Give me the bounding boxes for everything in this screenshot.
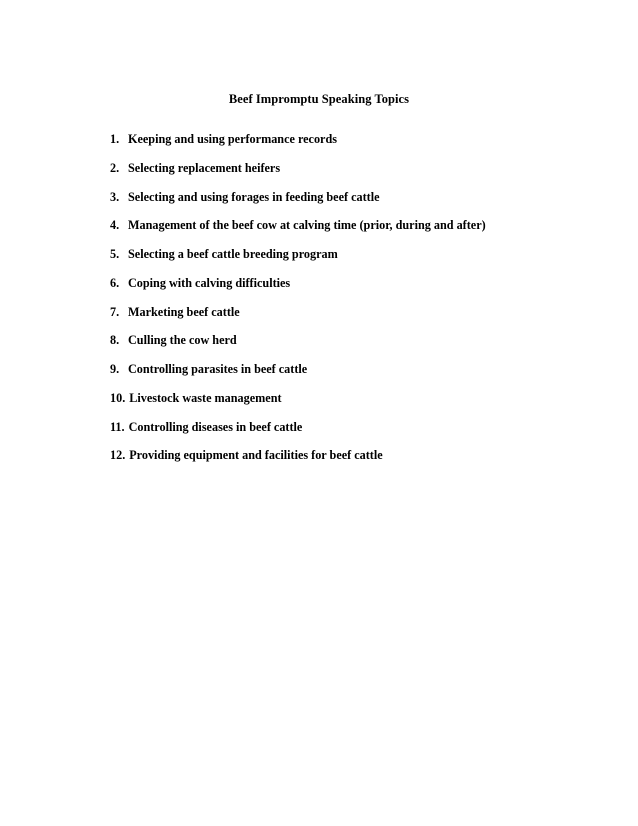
topic-item bbox=[110, 361, 486, 390]
topic-text: Culling the cow herd bbox=[128, 333, 237, 348]
topic-item bbox=[110, 160, 486, 189]
topic-number: 3. bbox=[110, 189, 120, 204]
topic-text: Keeping and using performance records bbox=[128, 132, 337, 146]
topic-text: Livestock waste management bbox=[129, 390, 282, 405]
topic-text: Selecting and using forages in feeding beef cattle bbox=[128, 189, 380, 204]
topic-number: 5. bbox=[110, 247, 120, 261]
topic-text: Providing equipment and facilities for beef cattle bbox=[129, 448, 383, 463]
topic-number: 11. bbox=[110, 419, 125, 434]
topic-text: Selecting a beef cattle breeding program bbox=[128, 247, 338, 261]
topic-item bbox=[110, 419, 486, 448]
topic-text: Coping with calving difficulties bbox=[128, 275, 291, 290]
topic-number: 8. bbox=[110, 333, 120, 348]
topic-item bbox=[110, 447, 486, 476]
topic-text: Controlling parasites in beef cattle bbox=[128, 362, 308, 376]
topic-number: 2. bbox=[110, 160, 120, 175]
topic-item bbox=[110, 246, 486, 275]
topic-item bbox=[110, 217, 486, 246]
topic-item bbox=[110, 131, 486, 160]
topic-number: 6. bbox=[110, 275, 120, 290]
topic-number: 7. bbox=[110, 304, 120, 319]
topic-text: Selecting replacement heifers bbox=[128, 160, 281, 175]
topic-item bbox=[110, 275, 486, 304]
document-title: Beef Impromptu Speaking Topics bbox=[228, 92, 410, 106]
topic-text: Marketing beef cattle bbox=[128, 304, 240, 319]
topic-text: Controlling diseases in beef cattle bbox=[128, 419, 303, 434]
topic-number: 4. bbox=[110, 218, 120, 233]
topic-text: Management of the beef cow at calving time (prior, during and after) bbox=[128, 218, 486, 233]
topic-list bbox=[110, 131, 486, 476]
topic-item bbox=[110, 189, 486, 218]
topic-number: 1. bbox=[110, 132, 120, 146]
topic-number: 10. bbox=[110, 390, 126, 405]
topic-item bbox=[110, 332, 486, 361]
topic-item bbox=[110, 390, 486, 419]
topic-number: 9. bbox=[110, 362, 120, 376]
topic-number: 12. bbox=[110, 448, 126, 463]
topic-item bbox=[110, 304, 486, 333]
